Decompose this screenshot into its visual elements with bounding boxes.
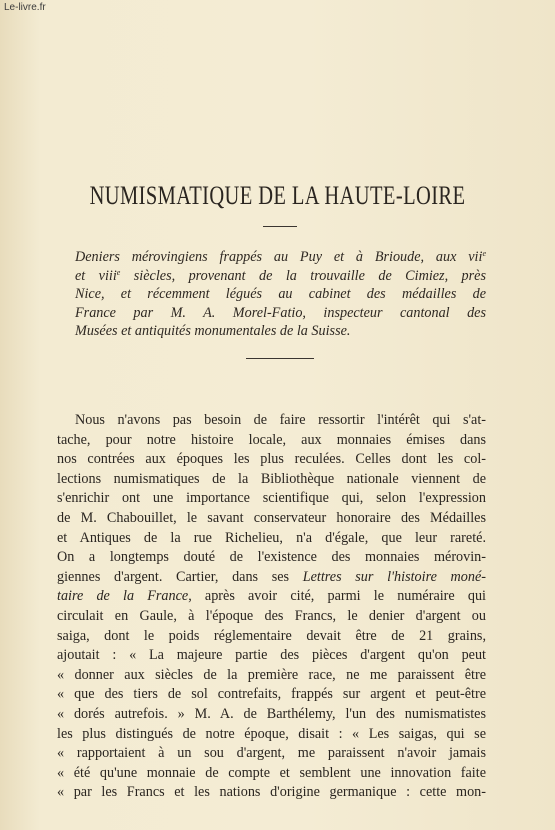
body-line: nos contrées aux époques les plus reculées. Celles dont les col-: [57, 451, 486, 468]
body-line: circulait en Gaule, à l'époque des Francs, le denier d'argent ou: [57, 607, 486, 624]
body-line: « donner aux siècles de la première race, ne me paraissent être: [57, 666, 486, 683]
body-line: taire de la France, après avoir cité, parmi le numéraire qui: [57, 588, 487, 605]
body-line: « été qu'une monnaie de compte et semblent une innovation faite: [57, 764, 486, 781]
body-line: les plus distingués de notre époque, disait : « Les saigas, qui se: [57, 725, 486, 742]
body-line: et Antiques de la rue Richelieu, n'a d'égale, que leur rareté.: [57, 529, 486, 546]
body-line: tache, pour notre histoire locale, aux monnaies émises dans: [57, 431, 486, 448]
subtitle-line: Musées et antiquités monumentales de la Suisse.: [75, 323, 351, 339]
subtitle-line: Deniers mérovingiens frappés au Puy et à Brioude, aux vii$^e$: [75, 249, 486, 265]
subtitle-line: et viii$^e$ siècles, provenant de la trouvaille de Cimiez, près: [75, 267, 486, 284]
body-line: « que des tiers de sol contrefaits, frappés sur argent et peut-être: [57, 686, 486, 703]
body-line: ajoutait : « La majeure partie des pièces d'argent qu'on peut: [57, 647, 486, 664]
watermark: Le-livre.fr: [4, 2, 46, 13]
body-line: lections numismatiques de la Bibliothèque nationale viennent de: [57, 470, 486, 487]
subtitle-line: France par M. A. Morel-Fatio, inspecteur cantonal des: [75, 304, 486, 321]
body-line: Nous n'avons pas besoin de faire ressortir l'intérêt qui s'at-: [75, 412, 486, 428]
book-title-italic: taire de la France: [57, 588, 189, 605]
page-title: NUMISMATIQUE DE LA HAUTE-LOIRE: [89, 182, 466, 211]
body-text: [57, 411, 486, 803]
body-line: de M. Chabouillet, le savant conservateur honoraire des Médailles: [57, 509, 486, 526]
subtitle-block: [75, 248, 486, 341]
book-title-italic: Lettres sur l'histoire moné-: [302, 568, 486, 585]
body-line: On a longtemps douté de l'existence des monnaies mérovin-: [57, 549, 486, 566]
body-line: s'enrichir ont une importance scientifique qui, selon l'expression: [57, 490, 486, 507]
body-line: « rapportaient à un sou d'argent, me paraissent n'avoir jamais: [57, 745, 486, 762]
body-line: « par les Francs et les nations d'origine germanique : cette mon-: [57, 784, 486, 801]
body-line: giennes d'argent. Cartier, dans ses Lettres sur l'histoire moné-: [57, 568, 486, 585]
body-line: saiga, dont le poids réglementaire devait être de 21 grains,: [57, 627, 486, 644]
subtitle-line: Nice, et récemment légués au cabinet des médailles de: [75, 286, 486, 302]
title-divider: [263, 226, 297, 227]
section-divider: [246, 358, 314, 359]
body-line: « dorés autrefois. » M. A. de Barthélemy, l'un des numismatistes: [57, 705, 486, 722]
